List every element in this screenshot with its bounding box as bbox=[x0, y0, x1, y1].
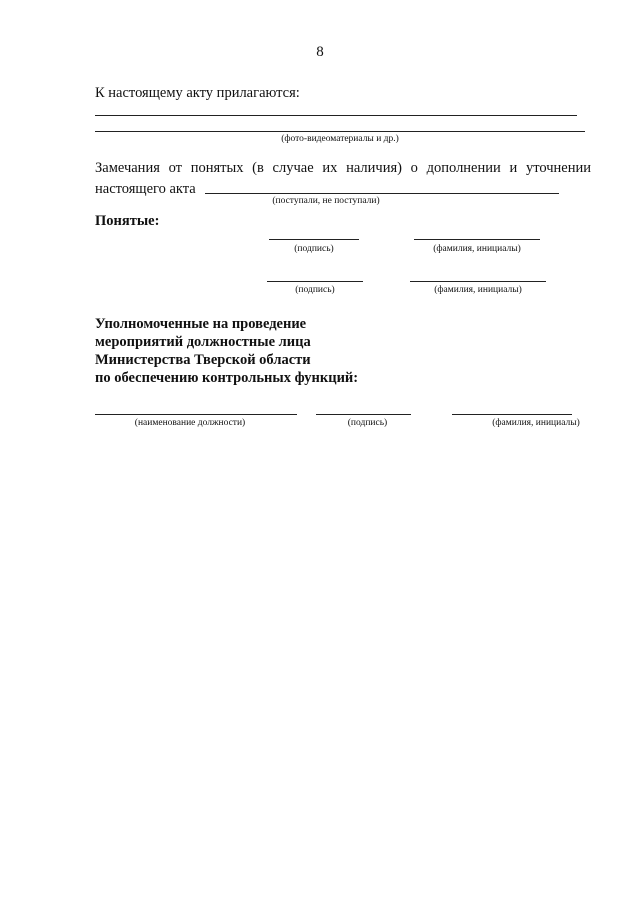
witness-1-signature-caption: (подпись) bbox=[294, 244, 334, 254]
remarks-caption: (поступали, не поступали) bbox=[272, 196, 380, 206]
attachments-heading: К настоящему акту прилагаются: bbox=[95, 85, 300, 101]
witness-2-signature-caption: (подпись) bbox=[295, 285, 335, 295]
official-position-line[interactable] bbox=[95, 414, 297, 415]
remarks-input-line[interactable] bbox=[205, 193, 559, 194]
official-name-line[interactable] bbox=[452, 414, 572, 415]
official-position-caption: (наименование должности) bbox=[134, 418, 246, 428]
officials-heading-line-3: Министерства Тверской области bbox=[95, 352, 311, 368]
attachments-line-1[interactable] bbox=[95, 115, 577, 116]
officials-heading-line-4: по обеспечению контрольных функций: bbox=[95, 370, 359, 386]
attachments-caption: (фото-видеоматериалы и др.) bbox=[281, 134, 399, 144]
official-signature-caption: (подпись) bbox=[347, 418, 388, 428]
witness-2-name-line[interactable] bbox=[410, 281, 546, 282]
witness-1-name-caption: (фамилия, инициалы) bbox=[433, 244, 521, 254]
officials-heading-line-1: Уполномоченные на проведение bbox=[95, 316, 307, 332]
remarks-line-1: Замечания от понятых (в случае их наличия) о дополнении и уточнении bbox=[95, 160, 591, 176]
attachments-line-2[interactable] bbox=[95, 131, 585, 132]
officials-heading-line-2: мероприятий должностные лица bbox=[95, 334, 311, 350]
witnesses-heading: Понятые: bbox=[95, 213, 160, 229]
official-name-caption: (фамилия, инициалы) bbox=[492, 418, 580, 428]
witness-1-signature-line[interactable] bbox=[269, 239, 359, 240]
page-number: 8 bbox=[316, 44, 324, 60]
remarks-line-2-prefix: настоящего акта bbox=[95, 181, 196, 197]
witness-1-name-line[interactable] bbox=[414, 239, 540, 240]
official-signature-line[interactable] bbox=[316, 414, 411, 415]
witness-2-signature-line[interactable] bbox=[267, 281, 363, 282]
witness-2-name-caption: (фамилия, инициалы) bbox=[434, 285, 522, 295]
